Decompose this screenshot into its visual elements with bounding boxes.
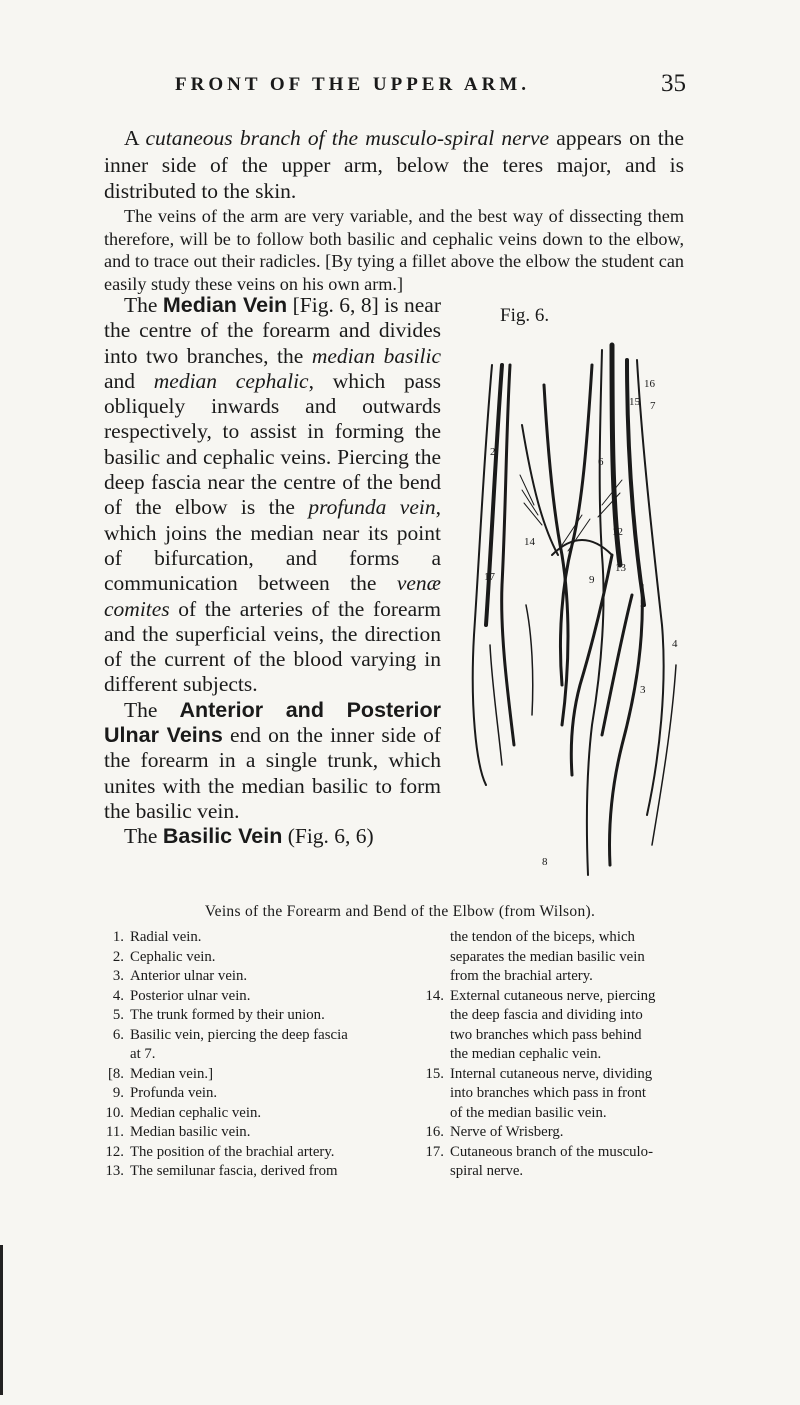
legend-item (100, 1123, 400, 1143)
legend-num: 17. (425, 1143, 444, 1160)
legend-item (420, 1162, 704, 1182)
legend-text: Internal cutaneous nerve, dividing (450, 1065, 653, 1082)
legend-text: two branches which pass behind (450, 1026, 642, 1043)
legend-item (420, 1045, 704, 1065)
t: end on the inner side of the forearm in a single trunk, which unites with the median basilic to form the basilic vein. (104, 723, 442, 823)
page-edge-mark (0, 1245, 3, 1395)
legend-item (100, 1162, 400, 1182)
legend-num: 6. (112, 1026, 124, 1043)
legend-text: into branches which pass in front (450, 1085, 647, 1101)
legend-item (420, 1104, 704, 1124)
legend-text: The trunk formed by their union. (130, 1007, 325, 1023)
p1-start: A (124, 126, 146, 150)
legend-item (420, 948, 704, 968)
t: and (104, 368, 154, 393)
term-median-basilic: median basilic (311, 343, 441, 368)
figure-caption: Veins of the Forearm and Bend of the Elbow (from Wilson). (204, 903, 596, 920)
legend-num: 3. (112, 968, 124, 984)
fig-number-12: 12 (612, 526, 623, 538)
legend-text: Nerve of Wrisberg. (450, 1124, 564, 1140)
legend-item (420, 967, 704, 987)
fig-number-3: 3 (640, 684, 646, 696)
legend-item (100, 928, 400, 948)
fig-number-6: 6 (598, 456, 604, 468)
figure-6-forearm-veins (462, 305, 687, 885)
legend-item (100, 1006, 400, 1026)
legend-text: spiral nerve. (450, 1163, 524, 1179)
legend-num: 4. (112, 987, 124, 1004)
legend-text: Profunda vein. (130, 1085, 218, 1101)
legend-item (420, 1143, 704, 1163)
legend-text: at 7. (130, 1046, 156, 1062)
fig-number-16: 16 (644, 378, 655, 390)
t: , which pass obliquely inwards and outwards respectively, to assist in forming the basilic and cephalic veins. Piercing the deep fascia near the centre of the bend of the elbow is the (104, 368, 441, 520)
paragraph-basilic-vein (104, 824, 441, 849)
legend-item (100, 967, 400, 987)
term-median-cephalic: median cephalic (153, 368, 309, 393)
legend-num: 9. (112, 1085, 124, 1101)
fig-number-14: 14 (524, 536, 535, 548)
legend-item (100, 1045, 400, 1065)
paragraph-veins-variable: The veins of the arm are very variable, and the best way of dissecting them therefore, will be to follow both basilic and cephalic veins down to the elbow, and to trace out their radicles. [By tying a fillet above the elbow the student can easily study these veins on his own arm.] (104, 206, 684, 294)
fig-number-7: 7 (650, 400, 656, 412)
t: The (124, 824, 163, 849)
fig-number-2: 2 (490, 446, 496, 458)
legend-text: the median cephalic vein. (450, 1046, 602, 1062)
legend-left (100, 928, 400, 1182)
heading-median-vein: Median Vein (162, 293, 288, 317)
legend-text: Cephalic vein. (130, 948, 216, 965)
legend-num: 16. (425, 1124, 444, 1140)
running-head: FRONT OF THE UPPER ARM. (175, 74, 531, 95)
legend-text: the deep fascia and dividing into (450, 1007, 643, 1023)
term-profunda-vein: profunda vein (308, 495, 436, 520)
fig-number-9: 9 (589, 574, 595, 586)
legend-text: Median basilic vein. (130, 1124, 251, 1140)
legend-text: Radial vein. (130, 929, 202, 945)
fig-number-5: 5 (640, 598, 646, 610)
legend-text: Posterior ulnar vein. (130, 987, 251, 1004)
legend-num: 11. (106, 1124, 124, 1140)
legend-item (100, 1143, 400, 1163)
legend-item (100, 1084, 400, 1104)
legend-num: 12. (105, 1143, 124, 1160)
legend-item (420, 1065, 704, 1085)
fig-number-17: 17 (484, 571, 495, 583)
legend-item (420, 928, 704, 948)
legend-text: Median vein.] (130, 1065, 214, 1082)
legend-item (420, 987, 704, 1007)
legend-item (100, 987, 400, 1007)
legend-num: [8. (107, 1065, 124, 1082)
page-header (0, 70, 800, 104)
t: The (124, 697, 180, 722)
t: [Fig. 6, 8] is near the centre of the forearm and divides into two branches, the (104, 293, 441, 368)
legend-item (100, 1026, 400, 1046)
paragraph-median-vein (104, 293, 441, 698)
page-number: 35 (661, 70, 686, 97)
legend-text: of the median basilic vein. (450, 1104, 607, 1121)
legend-text: External cutaneous nerve, piercing (450, 987, 656, 1004)
figure-label: Fig. 6. (500, 305, 550, 326)
legend-text: The semilunar fascia, derived from (130, 1163, 338, 1179)
fig-number-13: 13 (615, 562, 626, 574)
p1-italic: cutaneous branch of the musculo-spiral nerve (145, 126, 550, 150)
text-column (104, 293, 441, 850)
legend-text: Median cephalic vein. (130, 1104, 262, 1121)
legend-num: 10. (105, 1104, 124, 1121)
heading-ulnar-veins: Anterior and Posterior Ulnar Veins (104, 697, 441, 748)
legend-num: 5. (112, 1007, 124, 1023)
legend-text: The position of the brachial artery. (130, 1143, 335, 1160)
t: of the arteries of the forearm and the superficial veins, the direction of the current of the blood varying in different subjects. (104, 596, 441, 697)
legend-text: the tendon of the biceps, which (450, 929, 635, 945)
t: The (124, 293, 163, 317)
legend-num: 13. (105, 1163, 124, 1179)
term-venae-comites: venæ comites (104, 571, 441, 621)
legend-item (100, 1065, 400, 1085)
legend-text: Anterior ulnar vein. (130, 968, 248, 984)
legend-item (100, 948, 400, 968)
legend-text: from the brachial artery. (450, 968, 593, 984)
legend-num: 14. (425, 987, 444, 1004)
fig-number-4: 4 (672, 638, 678, 650)
legend-num: 1. (112, 929, 124, 945)
legend-right (420, 928, 704, 1182)
legend-item (420, 1026, 704, 1046)
fig-number-8: 8 (542, 856, 548, 868)
fig-number-15: 15 (629, 396, 640, 408)
legend-item (100, 1104, 400, 1124)
legend-item (420, 1084, 704, 1104)
legend-text: Cutaneous branch of the musculo- (450, 1143, 653, 1160)
paragraph-cutaneous-branch (104, 125, 684, 205)
t: , which joins the median near its point of bifurcation, and forms a communication between the (104, 495, 441, 596)
heading-basilic-vein: Basilic Vein (162, 824, 283, 849)
legend-text: separates the median basilic vein (450, 948, 645, 965)
legend-item (420, 1006, 704, 1026)
t: (Fig. 6, 6) (282, 824, 374, 849)
paragraph-ulnar-veins (104, 698, 441, 824)
legend-num: 2. (112, 948, 124, 965)
legend-text: Basilic vein, piercing the deep fascia (130, 1026, 348, 1043)
legend-num: 15. (425, 1065, 444, 1082)
legend-item (420, 1123, 704, 1143)
p1-rest: appears on the inner side of the upper arm, below the teres major, and is distributed to the skin. (104, 126, 684, 203)
